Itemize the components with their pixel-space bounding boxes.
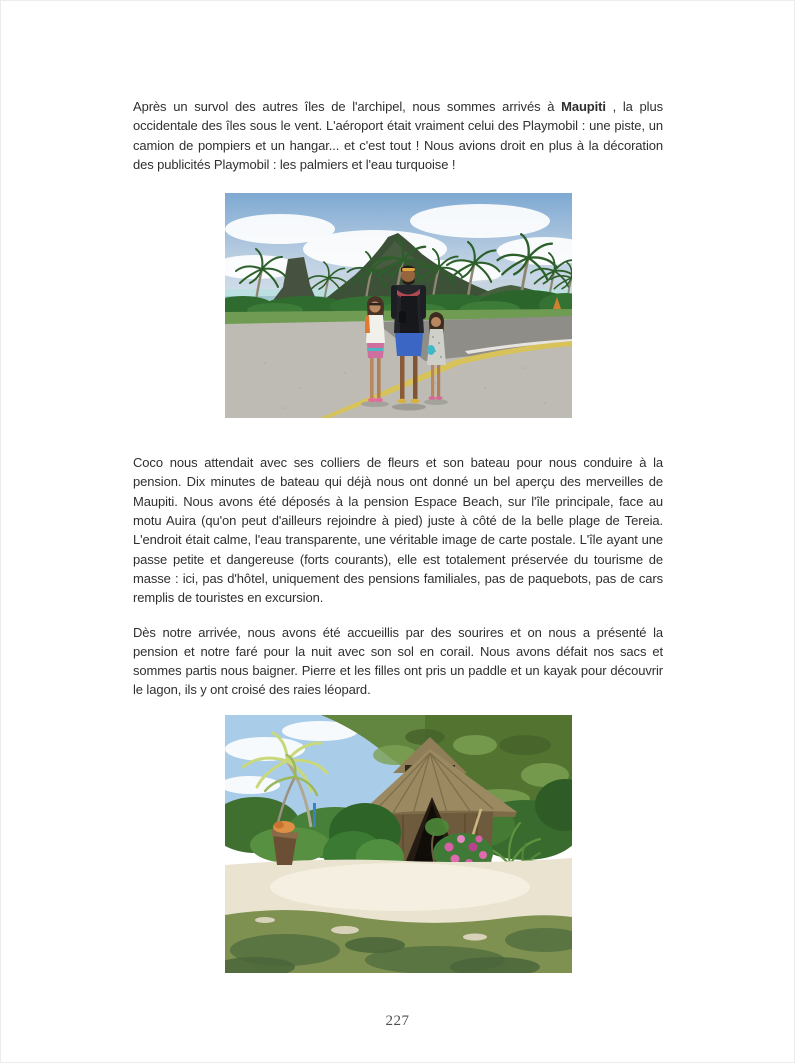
paragraph-fare-arrivee: Dès notre arrivée, nous avons été accueillis par des sourires et on nous a présenté la pension et notre faré pour la nuit avec son sol en corail. Nous avons défait nos sacs et sommes partis nous baigner. Pierre et les filles ont pris un paddle et un kayak pour découvrir le lagon, ils y ont croisé des raies léopard. xyxy=(133,624,663,698)
page-footer xyxy=(0,1012,795,1030)
photo-fare-hut-illustration xyxy=(225,715,572,973)
photo-fare-hut xyxy=(225,715,572,973)
photo-airport-family xyxy=(225,193,572,418)
page-number: 227 xyxy=(385,1013,410,1029)
paragraph-1-text-after: , la plus occidentale des îles sous le vent. L'aéroport était vraiment celui des Playmobil : une piste, un camion de pompiers et un hangar... et c'est tout ! Nous avions droit en plus à la décoration des publicités Playmobil : les palmiers et l'eau turquoise ! xyxy=(133,99,664,172)
bold-word-maupiti: Maupiti xyxy=(561,99,606,114)
paragraph-coco-pension: Coco nous attendait avec ses colliers de fleurs et son bateau pour nous conduire à la pension. Dix minutes de bateau qui déjà nous ont donné un bel aperçu des merveilles de Maupiti. Nous avons été déposés à la pension Espace Beach, sur l'île principale, face au motu Auira (qu'on peut d'ailleurs rejoindre à pied) juste à côté de la belle plage de Tereia. L'endroit était calme, l'eau transparente, une véritable image de carte postale. L'île ayant une passe petite et dangereuse (forts courants), elle est totalement préservée du tourisme de masse : ici, pas d'hôtel, uniquement des pensions familiales, pas de paquebots, pas de cars remplis de touristes en excursion. xyxy=(133,455,663,606)
paragraph-arrival-maupiti xyxy=(133,97,663,174)
photo-airport-family-illustration xyxy=(225,193,572,418)
paragraph-1-text-before: Après un survol des autres îles de l'archipel, nous sommes arrivés à xyxy=(133,99,562,114)
